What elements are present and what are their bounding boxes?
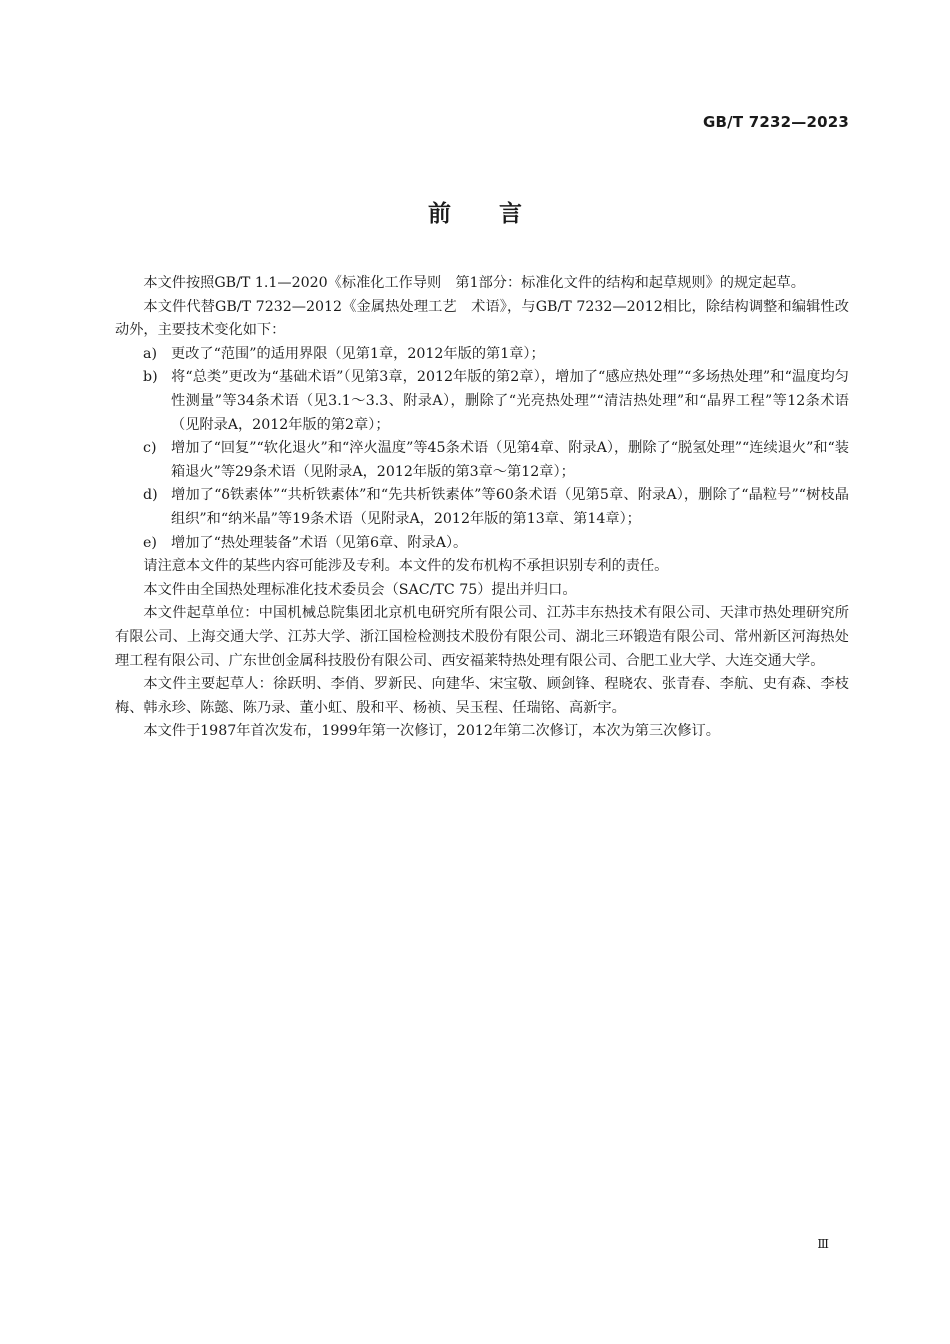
list-item-label: a) (143, 345, 157, 362)
list-item (115, 484, 849, 531)
paragraph-proposer: 本文件由全国热处理标准化技术委员会（SAC/TC 75）提出并归口。 (143, 581, 577, 598)
page-number: Ⅲ (817, 1237, 829, 1251)
list-item-text: 将“总类”更改为“基础术语”（见第3章，2012年版的第2章），增加了“感应热处理”“多场热处理”和“温度均匀性测量”等34条术语（见3.1～3.3、附录A），删除了“光亮热处理”“清洁热处理”和“晶界工程”等12条术语（见附录A，2012年版的第2章）； (171, 369, 849, 433)
list-item-label: e) (143, 534, 157, 551)
paragraph-patent-notice: 请注意本文件的某些内容可能涉及专利。本文件的发布机构不承担识别专利的责任。 (143, 558, 669, 575)
document-body (115, 272, 849, 744)
paragraph-replaces: 本文件代替GB/T 7232—2012《金属热处理工艺 术语》，与GB/T 7232—2012相比，除结构调整和编辑性改动外，主要技术变化如下： (115, 298, 849, 339)
paragraph-drafting-units: 本文件起草单位：中国机械总院集团北京机电研究所有限公司、江苏丰东热技术有限公司、天津市热处理研究所有限公司、上海交通大学、江苏大学、浙江国检检测技术股份有限公司、湖北三环锻造有限公司、常州新区河海热处理工程有限公司、广东世创金属科技股份有限公司、西安福莱特热处理有限公司、合肥工业大学、大连交通大学。 (115, 605, 849, 669)
list-item (115, 532, 849, 556)
list-item-text: 增加了“回复”“软化退火”和“淬火温度”等45条术语（见第4章、附录A），删除了“脱氢处理”“连续退火”和“装箱退火”等29条术语（见附录A，2012年版的第3章～第12章）； (171, 440, 849, 480)
list-item-text: 增加了“热处理装备”术语（见第6章、附录A）。 (171, 534, 468, 551)
list-item-label: b) (143, 369, 158, 386)
paragraph-drafters: 本文件主要起草人：徐跃明、李俏、罗新民、向建华、宋宝敬、顾剑锋、程晓农、张青春、李航、史有森、李枝梅、韩永珍、陈懿、陈乃录、董小虹、殷和平、杨祯、吴玉程、任瑞铭、高新宇。 (115, 676, 849, 716)
standard-number: GB/T 7232—2023 (703, 113, 849, 131)
list-item-text: 增加了“δ铁素体”“共析铁素体”和“先共析铁素体”等60条术语（见第5章、附录A），删除了“晶粒号”“树枝晶组织”和“纳米晶”等19条术语（见附录A，2012年版的第13章、第14章）； (171, 487, 849, 527)
list-item (115, 343, 849, 367)
paragraph-drafting-rules: 本文件按照GB/T 1.1—2020《标准化工作导则 第1部分：标准化文件的结构和起草规则》的规定起草。 (143, 275, 805, 291)
list-item-text: 更改了“范围”的适用界限（见第1章，2012年版的第1章）； (171, 345, 545, 362)
page-title: 前言 (428, 201, 570, 227)
list-item (115, 366, 849, 437)
list-item (115, 437, 849, 484)
list-item-label: c) (143, 440, 157, 457)
paragraph-history: 本文件于1987年首次发布，1999年第一次修订，2012年第二次修订，本次为第三次修订。 (143, 723, 720, 740)
list-item-label: d) (143, 487, 158, 504)
